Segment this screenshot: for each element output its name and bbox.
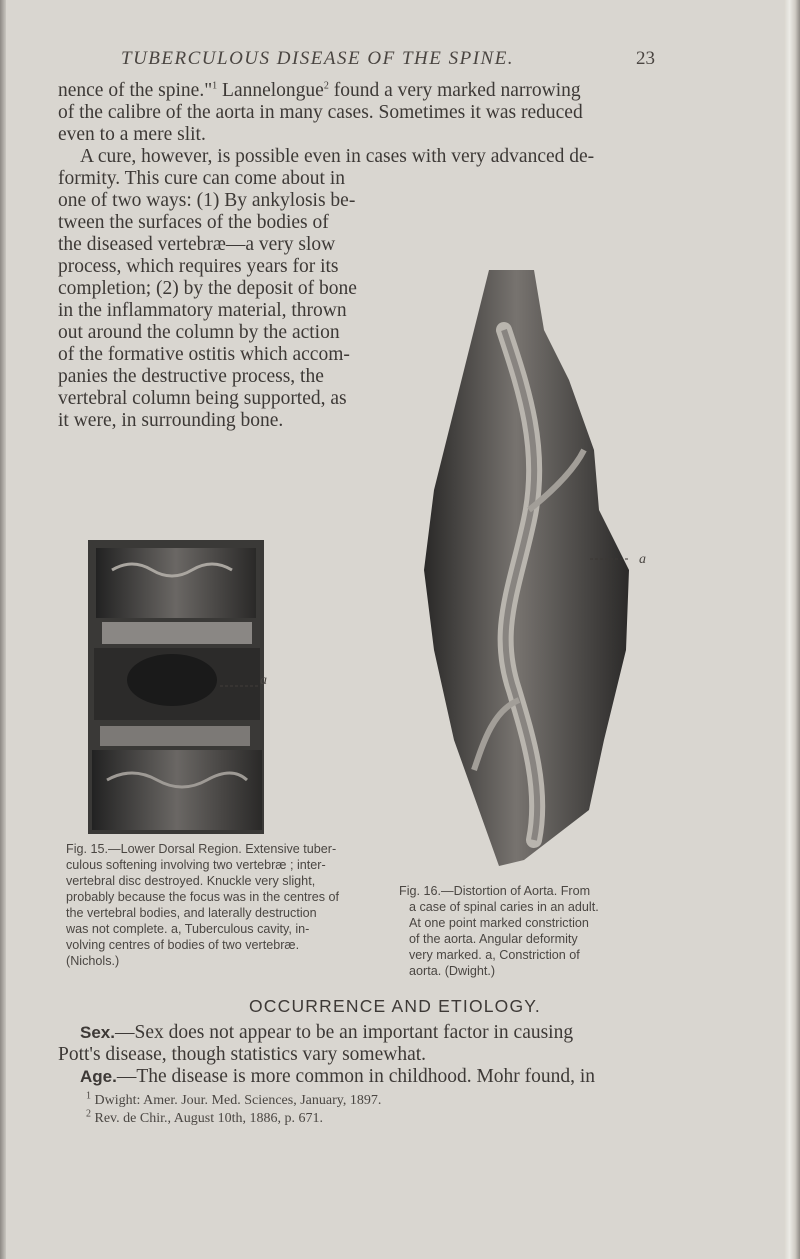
sex-label: Sex.: [80, 1023, 115, 1042]
page-number: 23: [636, 48, 655, 69]
wrap-line: out around the column by the action: [58, 322, 340, 343]
body-line-2: of the calibre of the aorta in many cases. Sometimes it was reduced: [58, 102, 583, 123]
fig16-label-a: a: [639, 552, 646, 567]
caption-line: vertebral disc destroyed. Knuckle very slight,: [66, 874, 316, 888]
wrap-line: process, which requires years for its: [58, 256, 339, 277]
fig15-label-a: a: [260, 673, 267, 688]
age-label: Age.: [80, 1067, 117, 1086]
wrap-line: one of two ways: (1) By ankylosis be-: [58, 190, 356, 211]
caption-line: Fig. 16.—Distortion of Aorta. From: [399, 884, 591, 898]
running-head-title: TUBERCULOUS DISEASE OF THE SPINE.: [121, 48, 515, 69]
age-paragraph-line-1: Age.—The disease is more common in childhood. Mohr found, in: [80, 1066, 596, 1087]
sex-paragraph-line-1: Sex.—Sex does not appear to be an important factor in causing: [80, 1022, 574, 1043]
wrap-line: of the formative ostitis which accom-: [58, 344, 350, 365]
caption-line: probably because the focus was in the centres of: [66, 890, 340, 904]
caption-line: was not complete. a, Tuberculous cavity, in-: [66, 922, 310, 936]
fig16-aorta-photo: [394, 270, 638, 870]
fig15-vertebrae-photo: [82, 530, 272, 840]
footnote-1: $^1$ Dwight: Amer. Jour. Med. Sciences, January, 1897.: [86, 1090, 382, 1108]
page-right-edge: [784, 0, 800, 1259]
wrap-line: the diseased vertebræ—a very slow: [58, 234, 336, 255]
caption-line: very marked. a, Constriction of: [409, 948, 580, 962]
wrap-line: formity. This cure can come about in: [58, 168, 345, 189]
caption-line: of the aorta. Angular deformity: [409, 932, 578, 946]
caption-line: the vertebral bodies, and laterally destruction: [66, 906, 317, 920]
caption-line: (Nichols.): [66, 954, 120, 968]
caption-line: volving centres of bodies of two vertebræ.: [66, 938, 300, 952]
body-line-4: A cure, however, is possible even in cases with very advanced de-: [80, 146, 595, 167]
wrap-line: panies the destructive process, the: [58, 366, 324, 387]
wrap-line: it were, in surrounding bone.: [58, 410, 284, 431]
caption-line: culous softening involving two vertebræ ; inter-: [66, 858, 326, 872]
wrap-line: tween the surfaces of the bodies of: [58, 212, 329, 233]
wrap-line: completion; (2) by the deposit of bone: [58, 278, 357, 299]
sex-paragraph-line-2: Pott's disease, though statistics vary somewhat.: [58, 1044, 427, 1065]
caption-line: At one point marked constriction: [409, 916, 589, 930]
wrap-line: vertebral column being supported, as: [58, 388, 347, 409]
wrap-line: in the inflammatory material, thrown: [58, 300, 347, 321]
caption-line: aorta. (Dwight.): [409, 964, 496, 978]
book-page: [6, 0, 784, 1259]
section-heading: OCCURRENCE AND ETIOLOGY.: [248, 996, 541, 1016]
caption-line: a case of spinal caries in an adult.: [409, 900, 599, 914]
caption-line: Fig. 15.—Lower Dorsal Region. Extensive tuber-: [66, 842, 337, 856]
footnote-2: $^2$ Rev. de Chir., August 10th, 1886, p. 671.: [86, 1108, 324, 1126]
body-line-3: even to a mere slit.: [58, 124, 206, 145]
body-line-1: nence of the spine."$^1$ Lannelongue$^2$ found a very marked narrowing: [58, 80, 581, 101]
